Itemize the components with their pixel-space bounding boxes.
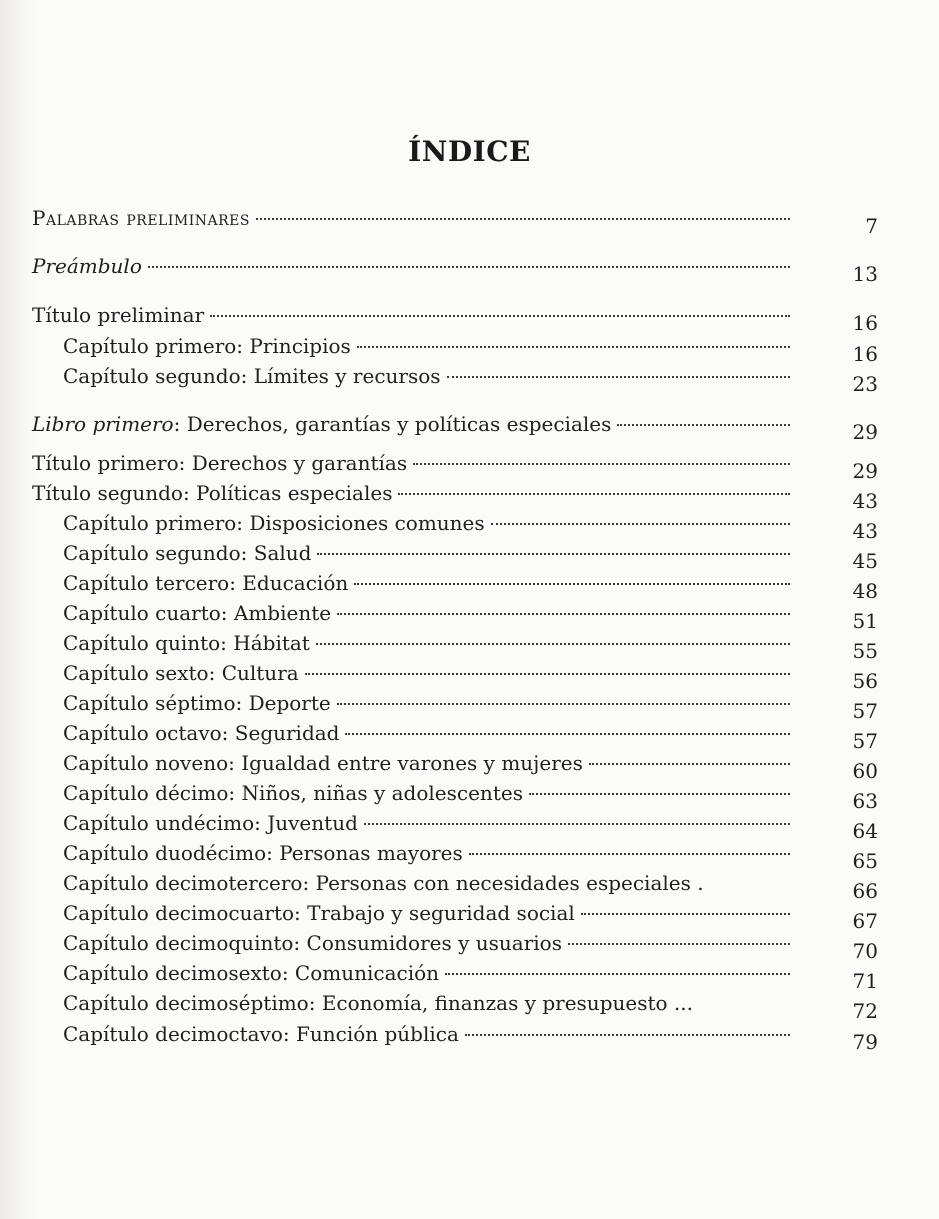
toc-entry-page: 79 [852, 1030, 878, 1054]
toc-entry-label: Capítulo undécimo: Juventud [63, 811, 358, 835]
toc-entry-page: 13 [852, 262, 878, 286]
toc-entry-capitulo[interactable] [63, 928, 878, 963]
toc-entry-label: Capítulo segundo: Límites y recursos [63, 364, 441, 388]
toc-entry-page: 67 [852, 909, 878, 933]
toc-entry-page: 29 [852, 459, 878, 483]
dot-leader [337, 613, 790, 615]
toc-entry-page: 56 [852, 669, 878, 693]
toc-entry-label: Capítulo decimosexto: Comunicación [63, 961, 440, 985]
toc-entry-page: 43 [852, 519, 878, 543]
toc-entry-capitulo[interactable] [63, 331, 878, 366]
toc-entry-label-italic: Libro primero [32, 412, 174, 436]
toc-entry-label: Capítulo décimo: Niños, niñas y adolescentes [63, 781, 523, 805]
dot-leader [469, 853, 790, 855]
toc-entry-label: Capítulo noveno: Igualdad entre varones y mujeres [63, 751, 583, 775]
dot-leader [617, 424, 790, 426]
dot-leader [210, 315, 790, 317]
toc-entry-label: Título segundo: Políticas especiales [32, 481, 393, 505]
toc-entry-palabras-preliminares[interactable] [32, 203, 878, 238]
toc-entry-page: 70 [852, 939, 878, 963]
toc-entry-page: 48 [852, 579, 878, 603]
dot-leader [337, 703, 790, 705]
toc-entry-label-rest: : Derechos, garantías y políticas especiales [173, 412, 612, 436]
toc-entry-label: Capítulo decimoquinto: Consumidores y usuarios [63, 931, 562, 955]
toc-entry-page: 65 [852, 849, 878, 873]
toc-entry-page: 45 [852, 549, 878, 573]
toc-entry-page: 66 [852, 879, 878, 903]
toc-entry-titulo-primero[interactable] [32, 448, 878, 483]
toc-entry-label: Capítulo sexto: Cultura [63, 661, 299, 685]
dot-leader [354, 583, 790, 585]
toc-entry-page: 23 [852, 372, 878, 396]
dot-leader [148, 266, 790, 268]
toc-entry-titulo-segundo[interactable] [32, 478, 878, 513]
toc-entry-label: Capítulo duodécimo: Personas mayores [63, 841, 463, 865]
toc-entry-page: 16 [852, 311, 878, 335]
toc-entry-label: Capítulo decimoctavo: Función pública [63, 1022, 459, 1046]
dot-leader [568, 943, 790, 945]
toc-entry-capitulo[interactable] [63, 628, 878, 663]
toc-entry-capitulo[interactable] [63, 838, 878, 873]
dot-leader [317, 553, 790, 555]
dot-leader [305, 673, 790, 675]
toc-entry-page: 55 [852, 639, 878, 663]
toc-entry-label [32, 409, 611, 439]
index-title: ÍNDICE [408, 134, 531, 168]
toc-entry-label: Capítulo decimotercero: Personas con necesidades especiales . [63, 871, 704, 895]
toc-entry-label: Capítulo primero: Disposiciones comunes [63, 511, 485, 535]
toc-entry-page: 57 [852, 729, 878, 753]
toc-entry-capitulo[interactable] [63, 898, 878, 933]
dot-leader [491, 523, 790, 525]
toc-entry-label: Capítulo primero: Principios [63, 334, 351, 358]
toc-entry-page: 57 [852, 699, 878, 723]
dot-leader [345, 733, 790, 735]
toc-entry-capitulo[interactable] [63, 988, 878, 1023]
toc-entry-page: 60 [852, 759, 878, 783]
toc-entry-label: Capítulo segundo: Salud [63, 541, 312, 565]
toc-entry-titulo-preliminar[interactable] [32, 300, 878, 335]
dot-leader [398, 493, 790, 495]
toc-entry-libro-primero[interactable] [32, 409, 878, 444]
dot-leader [364, 823, 790, 825]
toc-entry-capitulo[interactable] [63, 1019, 878, 1054]
toc-entry-page: 7 [865, 214, 878, 238]
toc-entry-page: 63 [852, 789, 878, 813]
toc-entry-capitulo[interactable] [63, 868, 878, 903]
toc-entry-page: 29 [852, 420, 878, 444]
toc-entry-label: Capítulo decimocuarto: Trabajo y seguridad social [63, 901, 575, 925]
dot-leader [256, 218, 790, 220]
dot-leader [447, 376, 790, 378]
dot-leader [316, 643, 790, 645]
toc-entry-capitulo[interactable] [63, 808, 878, 843]
toc-entry-capitulo[interactable] [63, 538, 878, 573]
toc-entry-preambulo[interactable] [32, 251, 878, 286]
toc-entry-capitulo[interactable] [63, 718, 878, 753]
dot-leader [529, 793, 790, 795]
dot-leader [445, 973, 790, 975]
toc-entry-page: 51 [852, 609, 878, 633]
toc-entry-label: Palabras preliminares [32, 206, 250, 230]
toc-entry-page: 16 [852, 342, 878, 366]
dot-leader [357, 346, 790, 348]
toc-entry-capitulo[interactable] [63, 748, 878, 783]
toc-entry-capitulo[interactable] [63, 508, 878, 543]
toc-entry-label: Capítulo quinto: Hábitat [63, 631, 310, 655]
toc-entry-capitulo[interactable] [63, 688, 878, 723]
toc-entry-label: Capítulo cuarto: Ambiente [63, 601, 332, 625]
toc-entry-capitulo[interactable] [63, 958, 878, 993]
toc-entry-page: 72 [852, 999, 878, 1023]
toc-entry-capitulo[interactable] [63, 568, 878, 603]
dot-leader [465, 1034, 790, 1036]
toc-entry-label: Título primero: Derechos y garantías [32, 451, 408, 475]
dot-leader [581, 913, 790, 915]
toc-entry-capitulo[interactable] [63, 361, 878, 396]
toc-entry-label: Capítulo octavo: Seguridad [63, 721, 340, 745]
toc-entry-capitulo[interactable] [63, 598, 878, 633]
toc-entry-label: Capítulo tercero: Educación [63, 571, 349, 595]
toc-entry-capitulo[interactable] [63, 658, 878, 693]
toc-entry-capitulo[interactable] [63, 778, 878, 813]
toc-entry-page: 64 [852, 819, 878, 843]
toc-entry-label: Título preliminar [32, 303, 205, 327]
dot-leader [413, 463, 790, 465]
toc-entry-page: 71 [852, 969, 878, 993]
toc-entry-label: Preámbulo [32, 254, 142, 278]
toc-entry-label: Capítulo decimoséptimo: Economía, finanzas y presupuesto ... [63, 991, 693, 1015]
dot-leader [589, 763, 790, 765]
toc-entry-label: Capítulo séptimo: Deporte [63, 691, 331, 715]
toc-entry-page: 43 [852, 489, 878, 513]
